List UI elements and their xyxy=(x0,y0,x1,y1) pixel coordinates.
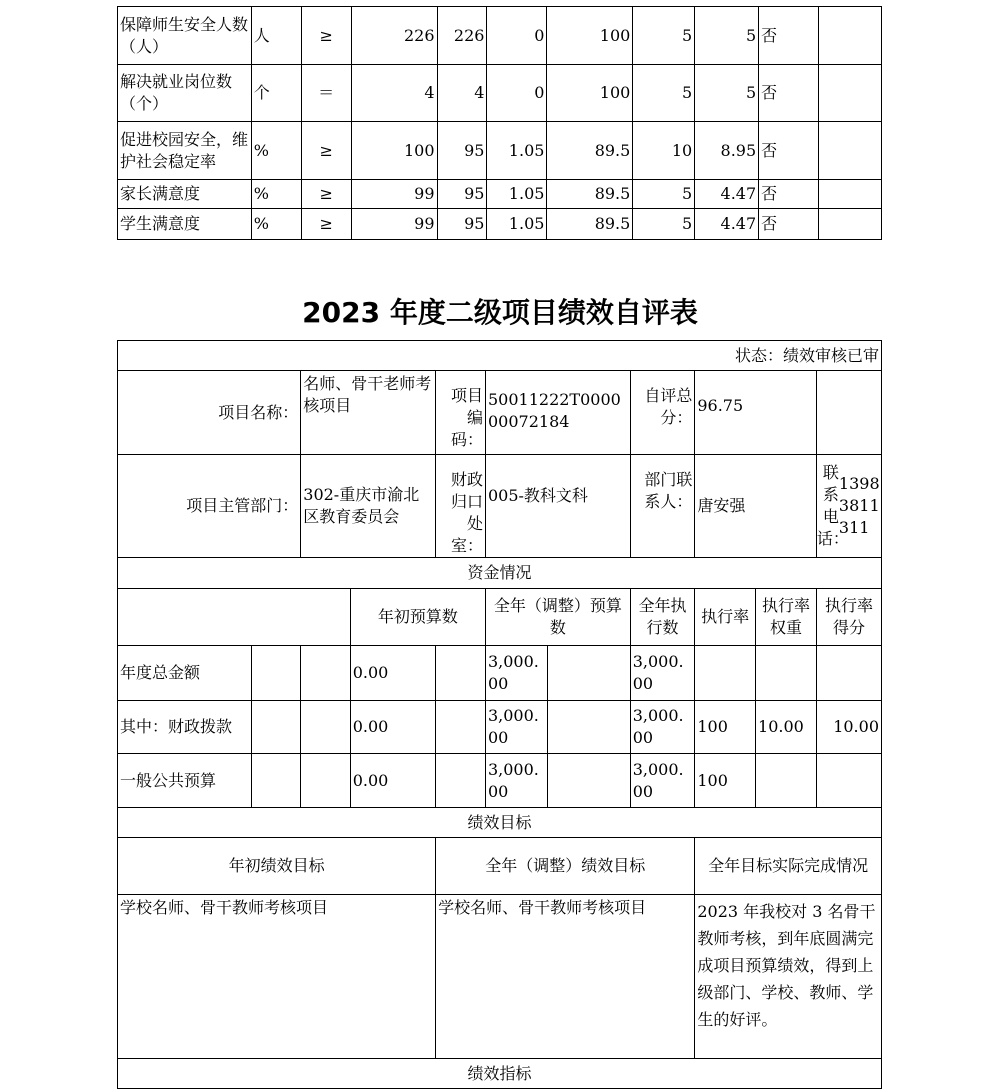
funds-header-score: 执行率得分 xyxy=(816,589,881,646)
empty-cell xyxy=(547,701,630,754)
funds-weight: 10.00 xyxy=(756,701,817,754)
indicators-section-title: 绩效指标 xyxy=(118,1059,882,1089)
project-code: 50011222T000000072184 xyxy=(485,371,630,455)
funds-executed: 3,000.00 xyxy=(630,754,695,808)
indicator-value: 5 xyxy=(695,7,759,65)
table-row xyxy=(118,122,882,180)
empty-cell xyxy=(251,646,300,701)
project-name: 名师、骨干老师考核项目 xyxy=(301,371,436,455)
empty-cell xyxy=(301,701,350,754)
indicator-value: 1.05 xyxy=(487,209,547,240)
indicator-value: 100 xyxy=(547,65,633,122)
indicator-name: 保障师生安全人数（人） xyxy=(118,7,252,65)
contact-value: 唐安强 xyxy=(695,455,817,558)
funds-header-row xyxy=(118,589,882,646)
funds-row-label: 其中：财政拨款 xyxy=(118,701,252,754)
goal-adjusted: 学校名师、骨干教师考核项目 xyxy=(436,895,695,1059)
funds-header-executed: 全年执行数 xyxy=(630,589,695,646)
project-info-row xyxy=(118,371,882,455)
dept-label: 项目主管部门： xyxy=(118,455,301,558)
goals-section-row xyxy=(118,808,882,838)
funds-score xyxy=(816,754,881,808)
indicator-value: 4 xyxy=(351,65,437,122)
phone-cell xyxy=(816,455,881,558)
empty-cell xyxy=(819,180,882,209)
funds-row-label: 年度总金额 xyxy=(118,646,252,701)
self-score-label: 自评总分： xyxy=(630,371,695,455)
funds-header-initial: 年初预算数 xyxy=(350,589,485,646)
indicator-value: 226 xyxy=(437,7,487,65)
funds-row xyxy=(118,646,882,701)
indicator-value: 89.5 xyxy=(547,180,633,209)
indicator-value: 10 xyxy=(633,122,695,180)
indicator-operator: ≥ xyxy=(301,122,351,180)
indicator-value: 1.05 xyxy=(487,180,547,209)
indicator-value: 5 xyxy=(633,65,695,122)
funds-executed: 3,000.00 xyxy=(630,701,695,754)
funds-header-weight: 执行率权重 xyxy=(756,589,817,646)
indicator-operator: ≥ xyxy=(301,180,351,209)
empty-cell xyxy=(819,209,882,240)
indicator-value: 4 xyxy=(437,65,487,122)
funds-rate: 100 xyxy=(695,754,756,808)
indicator-value: 95 xyxy=(437,209,487,240)
finance-label: 财政归口处室： xyxy=(436,455,486,558)
indicator-value: 5 xyxy=(695,65,759,122)
indicator-value: 0 xyxy=(487,65,547,122)
goals-header-actual: 全年目标实际完成情况 xyxy=(695,838,882,895)
funds-section-title: 资金情况 xyxy=(118,558,882,589)
funds-adjusted: 3,000.00 xyxy=(485,646,547,701)
indicator-flag: 否 xyxy=(759,65,819,122)
indicator-unit: 人 xyxy=(251,7,301,65)
indicator-unit: % xyxy=(251,122,301,180)
project-dept-row xyxy=(118,455,882,558)
status-text: 状态：绩效审核已审 xyxy=(118,341,882,371)
project-code-label: 项目编码： xyxy=(436,371,486,455)
indicator-value: 99 xyxy=(351,180,437,209)
empty-cell xyxy=(819,122,882,180)
indicator-name: 解决就业岗位数（个） xyxy=(118,65,252,122)
goals-header-initial: 年初绩效目标 xyxy=(118,838,436,895)
phone-value: 13983811311 xyxy=(838,474,880,537)
table-row xyxy=(118,7,882,65)
evaluation-table xyxy=(117,340,882,1089)
empty-cell xyxy=(436,754,486,808)
dept-value: 302-重庆市渝北区教育委员会 xyxy=(301,455,436,558)
empty-cell xyxy=(816,371,881,455)
funds-adjusted: 3,000.00 xyxy=(485,754,547,808)
empty-cell xyxy=(547,754,630,808)
indicator-name: 家长满意度 xyxy=(118,180,252,209)
indicator-value: 95 xyxy=(437,122,487,180)
funds-section-row xyxy=(118,558,882,589)
indicator-flag: 否 xyxy=(759,180,819,209)
status-row xyxy=(118,341,882,371)
project-name-label: 项目名称： xyxy=(118,371,301,455)
table-row xyxy=(118,65,882,122)
funds-score xyxy=(816,646,881,701)
goals-header-adjusted: 全年（调整）绩效目标 xyxy=(436,838,695,895)
empty-cell xyxy=(436,646,486,701)
empty-cell xyxy=(118,589,351,646)
funds-row xyxy=(118,754,882,808)
funds-initial: 0.00 xyxy=(350,701,435,754)
indicator-unit: 个 xyxy=(251,65,301,122)
indicator-unit: % xyxy=(251,180,301,209)
funds-initial: 0.00 xyxy=(350,646,435,701)
page-title: 2023 年度二级项目绩效自评表 xyxy=(302,296,698,329)
indicator-value: 226 xyxy=(351,7,437,65)
goal-actual: 2023 年我校对 3 名骨干教师考核，到年底圆满完成项目预算绩效，得到上级部门、学校、教师、学生的好评。 xyxy=(695,895,882,1059)
table-row xyxy=(118,180,882,209)
indicator-flag: 否 xyxy=(759,209,819,240)
indicator-name: 学生满意度 xyxy=(118,209,252,240)
goals-header-row xyxy=(118,838,882,895)
empty-cell xyxy=(819,65,882,122)
empty-cell xyxy=(301,754,350,808)
empty-cell xyxy=(251,754,300,808)
indicator-value: 95 xyxy=(437,180,487,209)
funds-header-rate: 执行率 xyxy=(695,589,756,646)
empty-cell xyxy=(436,701,486,754)
indicator-operator: ≥ xyxy=(301,7,351,65)
funds-executed: 3,000.00 xyxy=(630,646,695,701)
contact-label: 部门联系人： xyxy=(630,455,695,558)
indicator-table-continued xyxy=(117,6,882,240)
empty-cell xyxy=(301,646,350,701)
indicator-value: 4.47 xyxy=(695,180,759,209)
indicator-value: 4.47 xyxy=(695,209,759,240)
indicator-value: 0 xyxy=(487,7,547,65)
indicator-value: 1.05 xyxy=(487,122,547,180)
indicator-value: 100 xyxy=(547,7,633,65)
goals-section-title: 绩效目标 xyxy=(118,808,882,838)
finance-value: 005-教科文科 xyxy=(485,455,630,558)
funds-score: 10.00 xyxy=(816,701,881,754)
indicator-unit: % xyxy=(251,209,301,240)
indicator-operator: ＝ xyxy=(301,65,351,122)
funds-weight xyxy=(756,754,817,808)
phone-label: 联系电话： xyxy=(816,463,849,548)
indicator-value: 100 xyxy=(351,122,437,180)
indicator-flag: 否 xyxy=(759,7,819,65)
goal-initial: 学校名师、骨干教师考核项目 xyxy=(118,895,436,1059)
funds-rate: 100 xyxy=(695,701,756,754)
empty-cell xyxy=(547,646,630,701)
empty-cell xyxy=(819,7,882,65)
empty-cell xyxy=(251,701,300,754)
funds-row-label: 一般公共预算 xyxy=(118,754,252,808)
self-score: 96.75 xyxy=(695,371,817,455)
indicator-name: 促进校园安全，维护社会稳定率 xyxy=(118,122,252,180)
goals-row xyxy=(118,895,882,1059)
funds-weight xyxy=(756,646,817,701)
funds-adjusted: 3,000.00 xyxy=(485,701,547,754)
indicator-value: 99 xyxy=(351,209,437,240)
table-row xyxy=(118,209,882,240)
funds-rate xyxy=(695,646,756,701)
funds-header-adjusted: 全年（调整）预算数 xyxy=(485,589,630,646)
funds-initial: 0.00 xyxy=(350,754,435,808)
indicator-value: 5 xyxy=(633,7,695,65)
indicator-value: 5 xyxy=(633,209,695,240)
indicator-operator: ≥ xyxy=(301,209,351,240)
indicators-section-row xyxy=(118,1059,882,1089)
indicator-value: 5 xyxy=(633,180,695,209)
indicator-value: 8.95 xyxy=(695,122,759,180)
funds-row xyxy=(118,701,882,754)
indicator-flag: 否 xyxy=(759,122,819,180)
indicator-value: 89.5 xyxy=(547,209,633,240)
indicator-value: 89.5 xyxy=(547,122,633,180)
